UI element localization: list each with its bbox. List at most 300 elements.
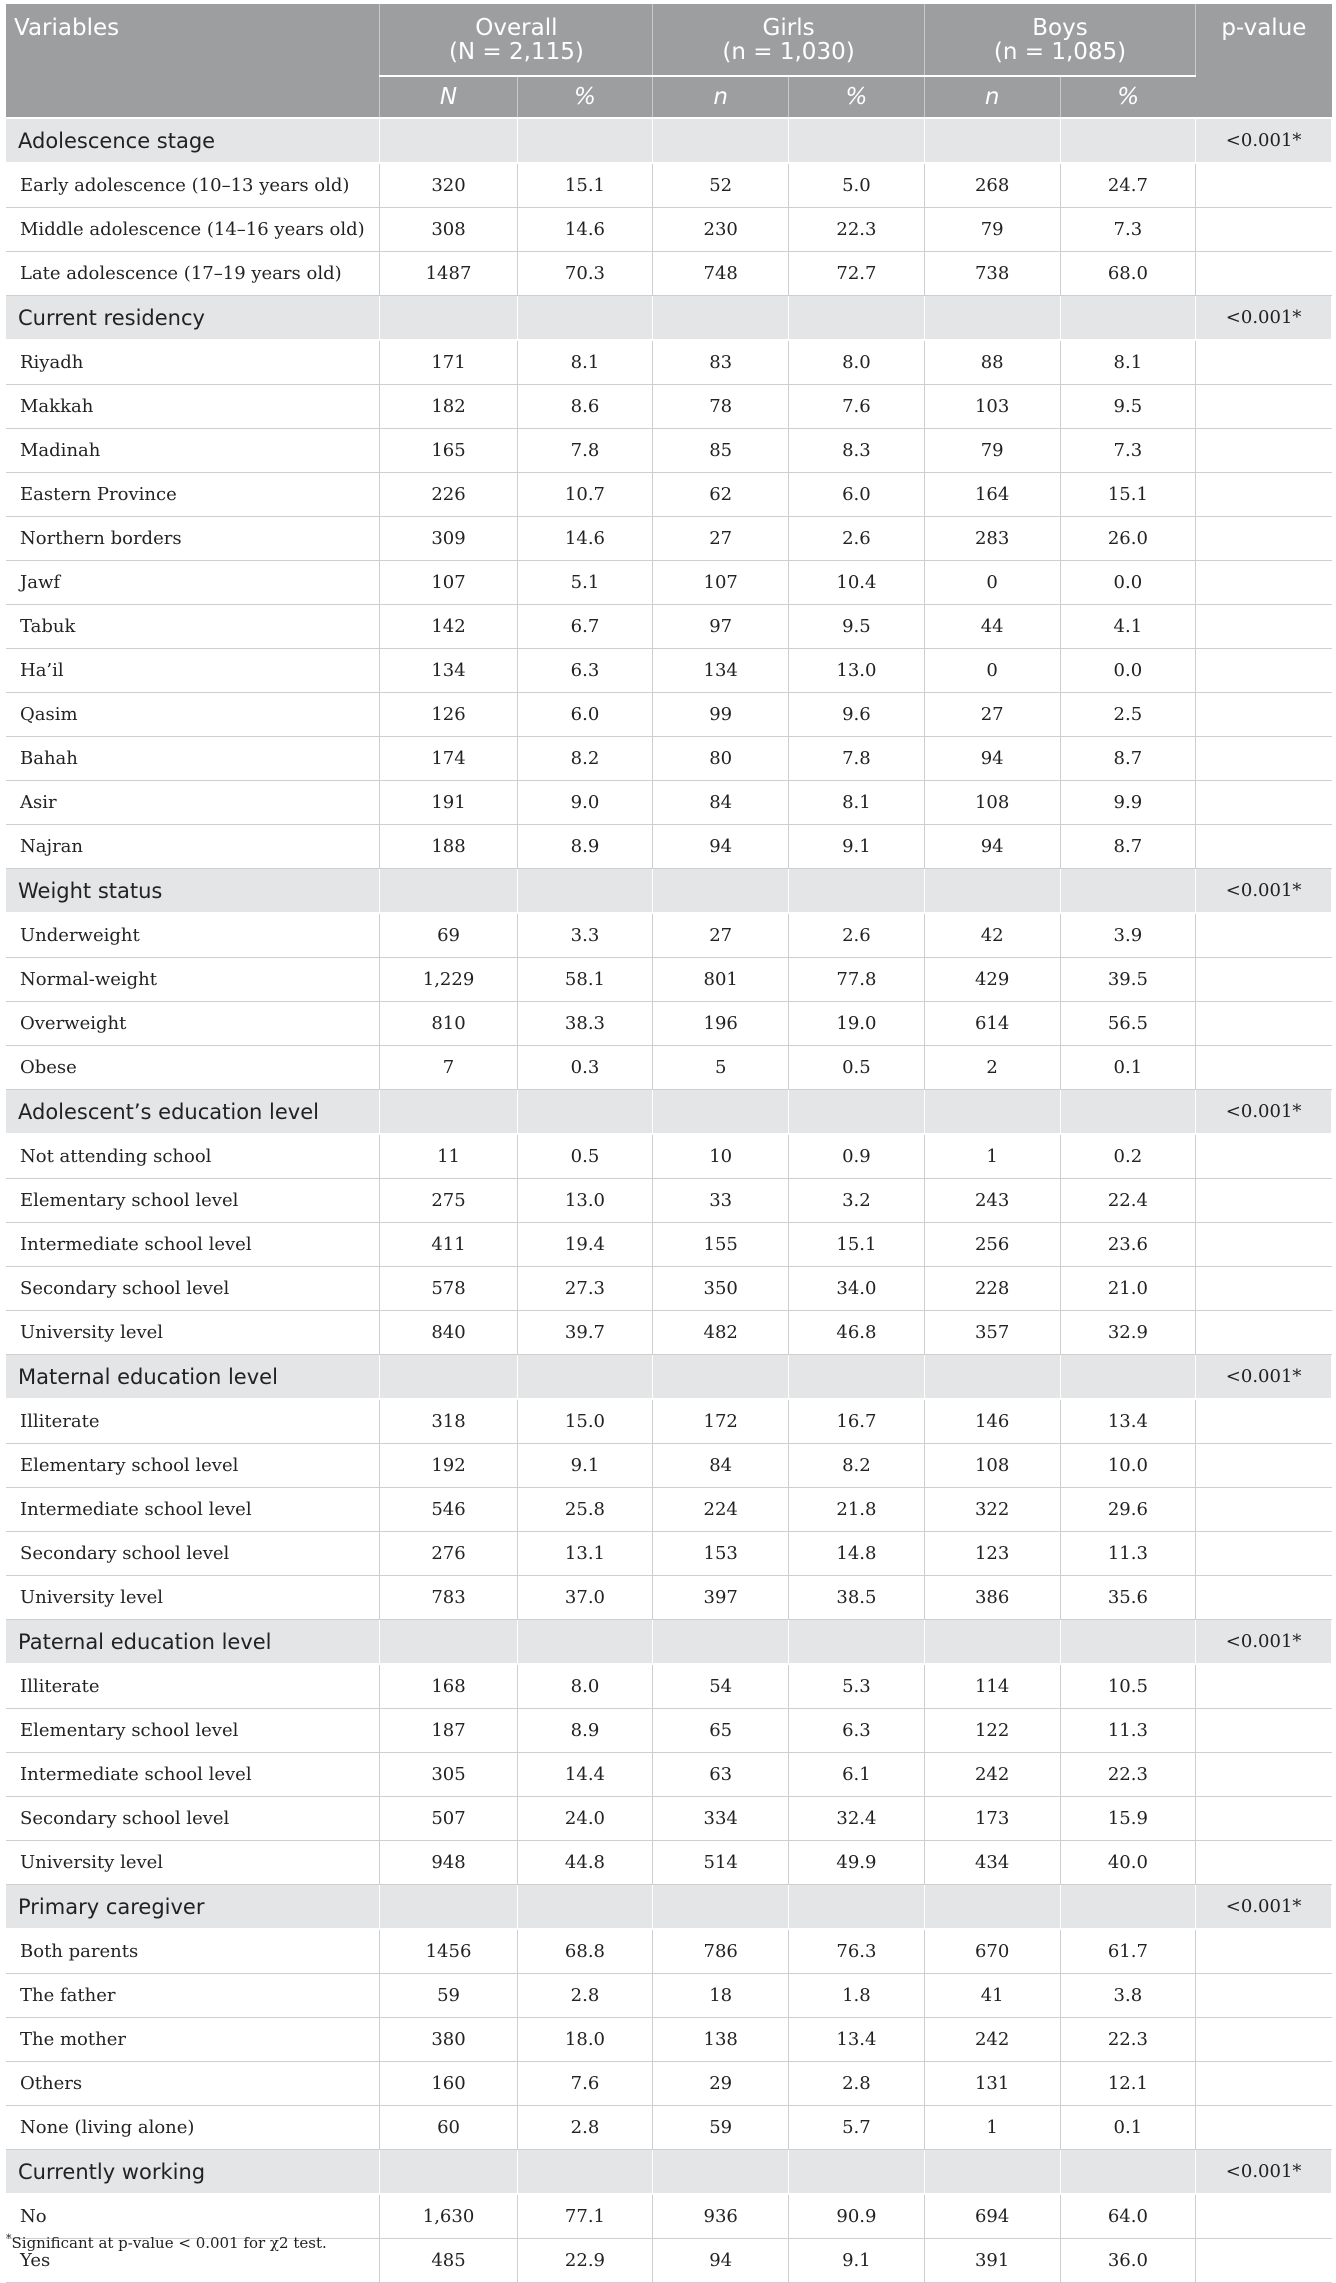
boys-title: Boys <box>1032 15 1088 41</box>
boys-pct-cell: 61.7 <box>1060 1929 1196 1974</box>
overall-pct-cell: 2.8 <box>517 2106 653 2150</box>
boys-pct-cell: 21.0 <box>1060 1267 1196 1311</box>
section-empty-cell <box>517 1620 653 1665</box>
girls-pct-cell: 13.0 <box>789 649 925 693</box>
boys-pct-cell: 22.4 <box>1060 1179 1196 1223</box>
overall-n-cell: 320 <box>380 163 517 208</box>
section-pvalue: <0.001* <box>1196 1090 1332 1135</box>
boys-n-cell: 670 <box>924 1929 1060 1974</box>
row-label: The father <box>6 1974 380 2018</box>
row-pvalue-cell <box>1196 1267 1332 1311</box>
overall-pct-cell: 7.8 <box>517 429 653 473</box>
girls-n-cell: 10 <box>653 1134 789 1179</box>
girls-pct-cell: 90.9 <box>789 2194 925 2239</box>
table-row <box>6 958 1332 1002</box>
row-label: Ha’il <box>6 649 380 693</box>
overall-n-cell: 174 <box>380 737 517 781</box>
row-label: University level <box>6 1576 380 1620</box>
table-row <box>6 517 1332 561</box>
table-row <box>6 1532 1332 1576</box>
table-row <box>6 208 1332 252</box>
overall-pct-cell: 13.0 <box>517 1179 653 1223</box>
section-empty-cell <box>1060 1355 1196 1400</box>
section-pvalue: <0.001* <box>1196 296 1332 341</box>
girls-n-cell: 153 <box>653 1532 789 1576</box>
section-empty-cell <box>1060 869 1196 914</box>
row-label: The mother <box>6 2018 380 2062</box>
row-pvalue-cell <box>1196 649 1332 693</box>
row-pvalue-cell <box>1196 605 1332 649</box>
boys-pct-cell: 2.5 <box>1060 693 1196 737</box>
boys-count: (n = 1,085) <box>993 39 1127 65</box>
girls-n-cell: 85 <box>653 429 789 473</box>
row-label: None (living alone) <box>6 2106 380 2150</box>
row-label: Jawf <box>6 561 380 605</box>
section-empty-cell <box>924 2150 1060 2195</box>
boys-pct-cell: 11.3 <box>1060 1532 1196 1576</box>
boys-n-cell: 164 <box>924 473 1060 517</box>
boys-n-cell: 243 <box>924 1179 1060 1223</box>
overall-n-cell: 840 <box>380 1311 517 1355</box>
row-pvalue-cell <box>1196 1223 1332 1267</box>
overall-n-cell: 305 <box>380 1753 517 1797</box>
row-label: Yes <box>6 2239 380 2283</box>
overall-pct-cell: 8.9 <box>517 825 653 869</box>
overall-pct-cell: 14.6 <box>517 517 653 561</box>
row-pvalue-cell <box>1196 517 1332 561</box>
overall-count: (N = 2,115) <box>448 39 584 65</box>
girls-n-cell: 18 <box>653 1974 789 2018</box>
girls-n-cell: 63 <box>653 1753 789 1797</box>
overall-pct-cell: 58.1 <box>517 958 653 1002</box>
boys-n-cell: 114 <box>924 1664 1060 1709</box>
overall-pct-cell: 8.0 <box>517 1664 653 1709</box>
subheader-boys-pct: % <box>1060 76 1196 118</box>
row-label: Late adolescence (17–19 years old) <box>6 252 380 296</box>
girls-pct-cell: 13.4 <box>789 2018 925 2062</box>
overall-pct-cell: 8.1 <box>517 340 653 385</box>
section-empty-cell <box>380 1885 517 1930</box>
overall-n-cell: 60 <box>380 2106 517 2150</box>
section-pvalue: <0.001* <box>1196 118 1332 163</box>
section-name: Primary caregiver <box>6 1885 380 1930</box>
table-row <box>6 1576 1332 1620</box>
section-name: Weight status <box>6 869 380 914</box>
overall-n-cell: 187 <box>380 1709 517 1753</box>
subheader-overall-n: N <box>380 76 517 118</box>
boys-pct-cell: 13.4 <box>1060 1399 1196 1444</box>
girls-n-cell: 196 <box>653 1002 789 1046</box>
girls-pct-cell: 9.5 <box>789 605 925 649</box>
girls-n-cell: 334 <box>653 1797 789 1841</box>
overall-n-cell: 11 <box>380 1134 517 1179</box>
section-empty-cell <box>924 869 1060 914</box>
overall-n-cell: 308 <box>380 208 517 252</box>
girls-n-cell: 138 <box>653 2018 789 2062</box>
overall-pct-cell: 8.9 <box>517 1709 653 1753</box>
row-pvalue-cell <box>1196 1929 1332 1974</box>
section-empty-cell <box>517 2150 653 2195</box>
girls-n-cell: 27 <box>653 517 789 561</box>
girls-n-cell: 99 <box>653 693 789 737</box>
girls-pct-cell: 0.9 <box>789 1134 925 1179</box>
table-row <box>6 1841 1332 1885</box>
girls-pct-cell: 7.6 <box>789 385 925 429</box>
girls-n-cell: 936 <box>653 2194 789 2239</box>
girls-pct-cell: 5.0 <box>789 163 925 208</box>
boys-n-cell: 386 <box>924 1576 1060 1620</box>
row-pvalue-cell <box>1196 561 1332 605</box>
overall-pct-cell: 77.1 <box>517 2194 653 2239</box>
row-label: Asir <box>6 781 380 825</box>
boys-n-cell: 357 <box>924 1311 1060 1355</box>
section-empty-cell <box>380 1620 517 1665</box>
boys-n-cell: 44 <box>924 605 1060 649</box>
row-label: Elementary school level <box>6 1179 380 1223</box>
row-pvalue-cell <box>1196 1664 1332 1709</box>
overall-pct-cell: 0.3 <box>517 1046 653 1090</box>
boys-pct-cell: 0.0 <box>1060 561 1196 605</box>
section-name: Adolescence stage <box>6 118 380 163</box>
row-pvalue-cell <box>1196 1488 1332 1532</box>
overall-pct-cell: 13.1 <box>517 1532 653 1576</box>
section-empty-cell <box>653 869 789 914</box>
boys-n-cell: 122 <box>924 1709 1060 1753</box>
overall-pct-cell: 14.4 <box>517 1753 653 1797</box>
boys-pct-cell: 56.5 <box>1060 1002 1196 1046</box>
girls-n-cell: 94 <box>653 825 789 869</box>
row-pvalue-cell <box>1196 208 1332 252</box>
table-row <box>6 693 1332 737</box>
boys-pct-cell: 68.0 <box>1060 252 1196 296</box>
row-pvalue-cell <box>1196 1002 1332 1046</box>
section-empty-cell <box>924 118 1060 163</box>
row-pvalue-cell <box>1196 429 1332 473</box>
table-row <box>6 1311 1332 1355</box>
overall-pct-cell: 68.8 <box>517 1929 653 1974</box>
girls-title: Girls <box>762 15 815 41</box>
row-label: Illiterate <box>6 1664 380 1709</box>
table-row <box>6 1753 1332 1797</box>
overall-pct-cell: 6.0 <box>517 693 653 737</box>
boys-pct-cell: 22.3 <box>1060 1753 1196 1797</box>
boys-n-cell: 108 <box>924 781 1060 825</box>
girls-n-cell: 97 <box>653 605 789 649</box>
girls-pct-cell: 2.6 <box>789 913 925 958</box>
boys-pct-cell: 23.6 <box>1060 1223 1196 1267</box>
section-empty-cell <box>517 1090 653 1135</box>
overall-n-cell: 1,630 <box>380 2194 517 2239</box>
subheader-overall-pct: % <box>517 76 653 118</box>
section-empty-cell <box>380 118 517 163</box>
section-empty-cell <box>1060 118 1196 163</box>
section-empty-cell <box>789 1090 925 1135</box>
section-empty-cell <box>1060 1885 1196 1930</box>
row-label: Intermediate school level <box>6 1223 380 1267</box>
section-empty-cell <box>380 1355 517 1400</box>
row-label: Underweight <box>6 913 380 958</box>
row-label: Illiterate <box>6 1399 380 1444</box>
row-label: Intermediate school level <box>6 1488 380 1532</box>
row-label: Northern borders <box>6 517 380 561</box>
boys-n-cell: 103 <box>924 385 1060 429</box>
table-row <box>6 1002 1332 1046</box>
boys-pct-cell: 26.0 <box>1060 517 1196 561</box>
overall-n-cell: 168 <box>380 1664 517 1709</box>
row-pvalue-cell <box>1196 1709 1332 1753</box>
section-empty-cell <box>789 869 925 914</box>
table-header <box>6 4 1332 118</box>
girls-pct-cell: 1.8 <box>789 1974 925 2018</box>
pvalue-header: p-value <box>1196 4 1332 118</box>
section-empty-cell <box>517 1885 653 1930</box>
boys-n-cell: 27 <box>924 693 1060 737</box>
row-pvalue-cell <box>1196 252 1332 296</box>
table-body <box>6 118 1332 2283</box>
section-empty-cell <box>517 1355 653 1400</box>
girls-n-cell: 29 <box>653 2062 789 2106</box>
row-pvalue-cell <box>1196 2018 1332 2062</box>
boys-pct-cell: 36.0 <box>1060 2239 1196 2283</box>
boys-n-cell: 2 <box>924 1046 1060 1090</box>
boys-pct-cell: 7.3 <box>1060 208 1196 252</box>
girls-pct-cell: 2.6 <box>789 517 925 561</box>
overall-title: Overall <box>475 15 558 41</box>
section-pvalue: <0.001* <box>1196 1620 1332 1665</box>
overall-n-cell: 160 <box>380 2062 517 2106</box>
boys-pct-cell: 12.1 <box>1060 2062 1196 2106</box>
section-empty-cell <box>789 1885 925 1930</box>
boys-n-cell: 173 <box>924 1797 1060 1841</box>
boys-n-cell: 1 <box>924 1134 1060 1179</box>
girls-pct-cell: 8.0 <box>789 340 925 385</box>
boys-n-cell: 1 <box>924 2106 1060 2150</box>
boys-n-cell: 108 <box>924 1444 1060 1488</box>
row-pvalue-cell <box>1196 1134 1332 1179</box>
overall-pct-cell: 38.3 <box>517 1002 653 1046</box>
boys-pct-cell: 0.1 <box>1060 1046 1196 1090</box>
overall-n-cell: 59 <box>380 1974 517 2018</box>
overall-pct-cell: 44.8 <box>517 1841 653 1885</box>
girls-n-cell: 54 <box>653 1664 789 1709</box>
overall-pct-cell: 0.5 <box>517 1134 653 1179</box>
data-table-container <box>6 4 1332 2283</box>
boys-n-cell: 228 <box>924 1267 1060 1311</box>
girls-pct-cell: 19.0 <box>789 1002 925 1046</box>
girls-n-cell: 155 <box>653 1223 789 1267</box>
row-pvalue-cell <box>1196 340 1332 385</box>
overall-pct-cell: 15.0 <box>517 1399 653 1444</box>
section-pvalue: <0.001* <box>1196 869 1332 914</box>
row-label: Madinah <box>6 429 380 473</box>
boys-n-cell: 0 <box>924 561 1060 605</box>
section-empty-cell <box>653 1090 789 1135</box>
boys-n-cell: 131 <box>924 2062 1060 2106</box>
table-row <box>6 429 1332 473</box>
demographics-table <box>6 4 1332 2283</box>
overall-n-cell: 485 <box>380 2239 517 2283</box>
table-row <box>6 1399 1332 1444</box>
table-row <box>6 1488 1332 1532</box>
section-empty-cell <box>924 1355 1060 1400</box>
row-label: Early adolescence (10–13 years old) <box>6 163 380 208</box>
overall-pct-cell: 9.0 <box>517 781 653 825</box>
girls-pct-cell: 6.3 <box>789 1709 925 1753</box>
section-name: Paternal education level <box>6 1620 380 1665</box>
section-header-row <box>6 869 1332 914</box>
section-empty-cell <box>517 296 653 341</box>
overall-n-cell: 309 <box>380 517 517 561</box>
subheader-boys-n: n <box>924 76 1060 118</box>
overall-pct-cell: 39.7 <box>517 1311 653 1355</box>
girls-n-cell: 80 <box>653 737 789 781</box>
boys-n-cell: 42 <box>924 913 1060 958</box>
boys-n-cell: 0 <box>924 649 1060 693</box>
overall-n-cell: 810 <box>380 1002 517 1046</box>
boys-n-cell: 738 <box>924 252 1060 296</box>
girls-pct-cell: 7.8 <box>789 737 925 781</box>
section-empty-cell <box>924 1885 1060 1930</box>
overall-n-cell: 126 <box>380 693 517 737</box>
section-header-row <box>6 2150 1332 2195</box>
boys-pct-cell: 0.1 <box>1060 2106 1196 2150</box>
overall-pct-cell: 70.3 <box>517 252 653 296</box>
variables-header: Variables <box>6 4 380 118</box>
overall-pct-cell: 37.0 <box>517 1576 653 1620</box>
girls-pct-cell: 46.8 <box>789 1311 925 1355</box>
girls-n-cell: 397 <box>653 1576 789 1620</box>
section-header-row <box>6 1885 1332 1930</box>
boys-pct-cell: 7.3 <box>1060 429 1196 473</box>
table-row <box>6 1929 1332 1974</box>
table-row <box>6 825 1332 869</box>
girls-header <box>653 4 924 76</box>
section-empty-cell <box>653 296 789 341</box>
overall-n-cell: 318 <box>380 1399 517 1444</box>
row-label: University level <box>6 1841 380 1885</box>
girls-pct-cell: 6.1 <box>789 1753 925 1797</box>
boys-pct-cell: 3.9 <box>1060 913 1196 958</box>
overall-n-cell: 411 <box>380 1223 517 1267</box>
girls-n-cell: 107 <box>653 561 789 605</box>
boys-pct-cell: 10.5 <box>1060 1664 1196 1709</box>
overall-n-cell: 546 <box>380 1488 517 1532</box>
overall-pct-cell: 2.8 <box>517 1974 653 2018</box>
boys-n-cell: 391 <box>924 2239 1060 2283</box>
row-pvalue-cell <box>1196 1444 1332 1488</box>
section-empty-cell <box>1060 1620 1196 1665</box>
girls-n-cell: 350 <box>653 1267 789 1311</box>
boys-pct-cell: 8.1 <box>1060 340 1196 385</box>
girls-pct-cell: 16.7 <box>789 1399 925 1444</box>
overall-n-cell: 507 <box>380 1797 517 1841</box>
girls-pct-cell: 9.6 <box>789 693 925 737</box>
row-label: Najran <box>6 825 380 869</box>
table-row <box>6 1267 1332 1311</box>
table-row <box>6 1046 1332 1090</box>
table-row <box>6 385 1332 429</box>
row-pvalue-cell <box>1196 1311 1332 1355</box>
section-header-row <box>6 118 1332 163</box>
section-header-row <box>6 1355 1332 1400</box>
row-pvalue-cell <box>1196 2194 1332 2239</box>
overall-pct-cell: 24.0 <box>517 1797 653 1841</box>
row-pvalue-cell <box>1196 473 1332 517</box>
section-name: Adolescent’s education level <box>6 1090 380 1135</box>
row-pvalue-cell <box>1196 913 1332 958</box>
table-row <box>6 561 1332 605</box>
boys-pct-cell: 15.1 <box>1060 473 1196 517</box>
section-empty-cell <box>1060 296 1196 341</box>
row-label: Secondary school level <box>6 1797 380 1841</box>
boys-n-cell: 694 <box>924 2194 1060 2239</box>
table-row <box>6 163 1332 208</box>
section-empty-cell <box>653 2150 789 2195</box>
boys-n-cell: 123 <box>924 1532 1060 1576</box>
row-pvalue-cell <box>1196 693 1332 737</box>
girls-pct-cell: 6.0 <box>789 473 925 517</box>
girls-pct-cell: 9.1 <box>789 2239 925 2283</box>
subheader-girls-n: n <box>653 76 789 118</box>
overall-pct-cell: 19.4 <box>517 1223 653 1267</box>
table-row <box>6 1709 1332 1753</box>
girls-n-cell: 230 <box>653 208 789 252</box>
row-pvalue-cell <box>1196 2106 1332 2150</box>
table-row <box>6 1974 1332 2018</box>
boys-n-cell: 268 <box>924 163 1060 208</box>
boys-n-cell: 41 <box>924 1974 1060 2018</box>
table-row <box>6 1664 1332 1709</box>
overall-pct-cell: 18.0 <box>517 2018 653 2062</box>
girls-n-cell: 786 <box>653 1929 789 1974</box>
overall-pct-cell: 27.3 <box>517 1267 653 1311</box>
overall-n-cell: 134 <box>380 649 517 693</box>
section-empty-cell <box>789 1355 925 1400</box>
section-header-row <box>6 1090 1332 1135</box>
row-label: Elementary school level <box>6 1444 380 1488</box>
section-empty-cell <box>380 296 517 341</box>
girls-n-cell: 482 <box>653 1311 789 1355</box>
row-label: Middle adolescence (14–16 years old) <box>6 208 380 252</box>
girls-pct-cell: 38.5 <box>789 1576 925 1620</box>
overall-pct-cell: 8.6 <box>517 385 653 429</box>
boys-n-cell: 434 <box>924 1841 1060 1885</box>
boys-pct-cell: 39.5 <box>1060 958 1196 1002</box>
row-pvalue-cell <box>1196 781 1332 825</box>
row-label: Qasim <box>6 693 380 737</box>
row-label: Tabuk <box>6 605 380 649</box>
table-row <box>6 1444 1332 1488</box>
boys-pct-cell: 0.0 <box>1060 649 1196 693</box>
table-row <box>6 1223 1332 1267</box>
row-pvalue-cell <box>1196 385 1332 429</box>
overall-pct-cell: 25.8 <box>517 1488 653 1532</box>
table-row <box>6 2018 1332 2062</box>
table-row <box>6 252 1332 296</box>
table-row <box>6 1797 1332 1841</box>
girls-n-cell: 172 <box>653 1399 789 1444</box>
section-header-row <box>6 1620 1332 1665</box>
girls-pct-cell: 5.7 <box>789 2106 925 2150</box>
girls-n-cell: 83 <box>653 340 789 385</box>
girls-pct-cell: 14.8 <box>789 1532 925 1576</box>
section-empty-cell <box>789 1620 925 1665</box>
row-label: Normal-weight <box>6 958 380 1002</box>
boys-pct-cell: 40.0 <box>1060 1841 1196 1885</box>
row-label: No <box>6 2194 380 2239</box>
girls-n-cell: 5 <box>653 1046 789 1090</box>
boys-n-cell: 88 <box>924 340 1060 385</box>
